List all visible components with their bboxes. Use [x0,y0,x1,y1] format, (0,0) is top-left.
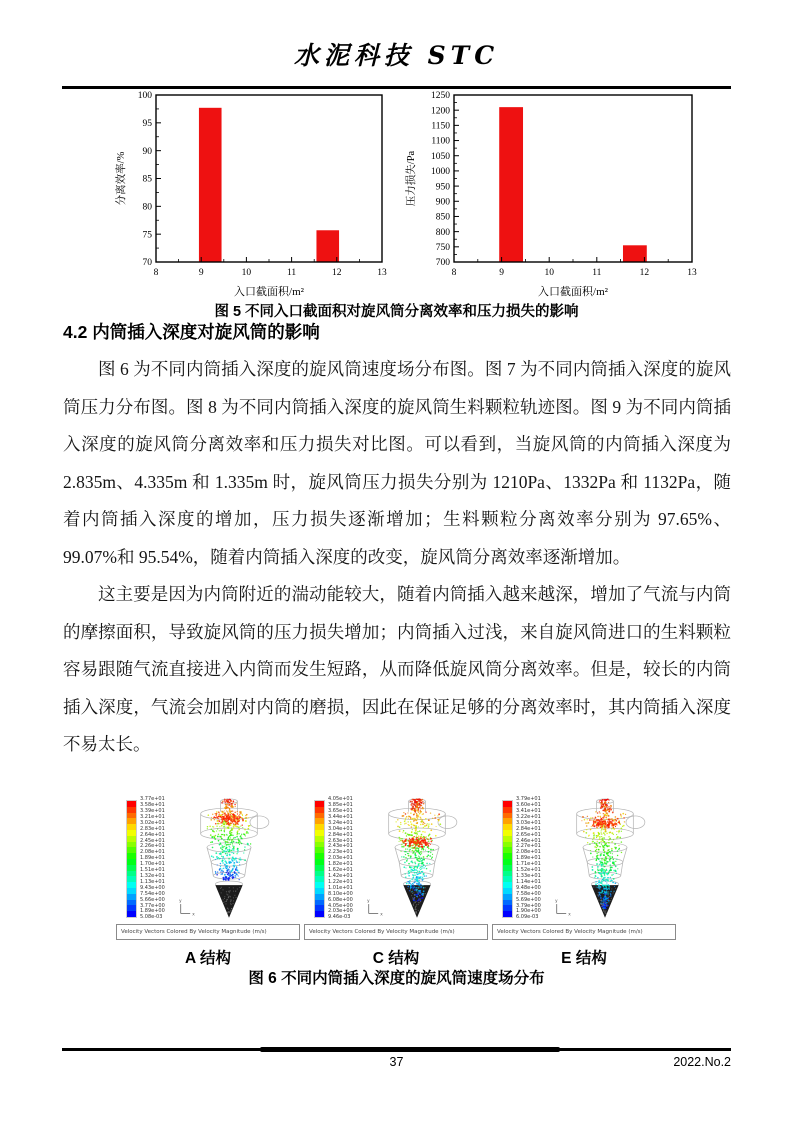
colorbar-tick-label: 3.22e+01 [516,813,541,820]
svg-text:950: 950 [435,182,450,193]
colorbar-tick-label: 3.79e+01 [516,796,541,803]
svg-text:12: 12 [332,268,342,278]
svg-text:100: 100 [137,91,152,102]
svg-text:80: 80 [142,202,152,213]
structure-label-c: C 结构 [372,950,420,967]
cfd-panel-c [302,794,490,946]
journal-title: 水泥科技 STC [293,41,500,70]
svg-text:10: 10 [241,268,252,278]
svg-text:入口截面积/m²: 入口截面积/m² [234,286,304,298]
colorbar-tick-label: 2.27e+01 [516,843,541,850]
body-text [63,351,731,764]
colorbar-tick-label: 3.03e+01 [516,819,541,826]
colorbar-tick-label: 9.43e+00 [140,884,165,891]
cfd-panel-a [114,794,302,946]
colorbar-tick-label: 1.62e+01 [328,867,353,874]
cfd-legend-title: Velocity Vectors Colored By Velocity Magnitude (m/s) [116,924,300,940]
colorbar-tick-label: 3.77e+01 [140,796,165,803]
colorbar-tick-label: 1.32e+01 [140,872,165,879]
colorbar-tick-label: 2.08e+01 [140,849,165,856]
page-number: 37 [389,1055,404,1069]
colorbar-tick-label: 3.85e+01 [328,802,353,809]
footer-rule [260,1047,560,1052]
svg-text:x: x [192,911,195,917]
colorbar-tick-label: 3.02e+01 [140,819,165,826]
colorbar [126,800,137,918]
svg-text:1000: 1000 [431,167,450,178]
svg-text:12: 12 [639,268,650,278]
cyclone-velocity-field-e [542,796,668,924]
figure6-caption: 图 6 不同内筒插入深度的旋风筒速度场分布 [248,970,545,987]
colorbar-tick-label: 2.46e+01 [516,837,541,844]
colorbar-tick-label: 1.14e+01 [516,878,541,885]
colorbar-tick-label: 2.26e+01 [140,843,165,850]
svg-text:y: y [367,897,370,903]
svg-text:95: 95 [142,119,152,130]
colorbar-tick-label: 1.89e+00 [140,908,165,915]
colorbar-tick-label: 1.89e+01 [516,855,541,862]
colorbar-tick-label: 5.08e-03 [140,914,163,921]
colorbar-tick-label: 5.69e+00 [516,896,541,903]
svg-text:压力损失/Pa: 压力损失/Pa [406,150,417,207]
cfd-legend-title: Velocity Vectors Colored By Velocity Magnitude (m/s) [492,924,676,940]
svg-text:750: 750 [435,243,450,254]
colorbar-tick-label: 2.45e+01 [140,837,165,844]
svg-text:850: 850 [435,212,450,223]
colorbar-tick-label: 1.13e+01 [140,878,165,885]
colorbar-tick-label: 4.05e+00 [328,902,353,909]
colorbar-tick-label: 1.89e+01 [140,855,165,862]
svg-text:入口截面积/m²: 入口截面积/m² [538,286,608,298]
svg-text:11: 11 [287,268,297,278]
paragraph-1: 图 6 为不同内筒插入深度的旋风筒速度场分布图。图 7 为不同内筒插入深度的旋风筒压力分布图。图 8 为不同内筒插入深度的旋风筒生料颗粒轨迹图。图 9 为不同内筒插入深度的旋风筒分离效率和压力损失对比图。可以看到，当旋风筒的内筒插入深度为 2.835m、4.335m 和 1.335m 时，旋风筒压力损失分别为 1210Pa、1332Pa 和 1132Pa，随着内筒插入深度的增加，压力损失逐渐增加；生料颗粒分离效率分别为 97.65%、99.07%和 95.54%，随着内筒插入深度的改变，旋风筒分离效率逐渐增加。 [63,359,731,567]
colorbar-tick-label: 1.01e+01 [328,884,353,891]
cyclone-velocity-field-a [166,796,292,924]
colorbar-tick-label: 2.83e+01 [140,825,165,832]
chart-pressure-loss [402,88,702,311]
colorbar-tick-label: 1.82e+01 [328,861,353,868]
svg-text:70: 70 [142,258,152,269]
colorbar-tick-label: 1.90e+00 [516,908,541,915]
figure5-caption: 图 5 不同入口截面积对旋风筒分离效率和压力损失的影响 [214,304,579,320]
colorbar-tick-label: 1.22e+01 [328,878,353,885]
cfd-legend-title: Velocity Vectors Colored By Velocity Magnitude (m/s) [304,924,488,940]
paragraph-2: 这主要是因为内筒附近的湍动能较大，随着内筒插入越来越深，增加了气流与内筒的摩擦面积，导致旋风筒的压力损失增加；内筒插入过浅，来自旋风筒进口的生料颗粒容易跟随气流直接进入内筒而发生短路，从而降低旋风筒分离效率。但是，较长的内筒插入深度，气流会加剧对内筒的磨损，因此在保证足够的分离效率时，其内筒插入深度不易太长。 [63,584,731,754]
svg-text:1250: 1250 [431,91,450,102]
svg-text:8: 8 [451,268,457,278]
svg-text:13: 13 [377,268,387,278]
svg-text:13: 13 [687,268,697,278]
colorbar-tick-label: 2.84e+01 [328,831,353,838]
svg-text:700: 700 [435,258,450,269]
colorbar-tick-label: 2.65e+01 [516,831,541,838]
colorbar-tick-label: 9.48e+00 [516,884,541,891]
svg-text:y: y [179,897,182,903]
issue-label: 2022.No.2 [673,1055,731,1069]
svg-text:9: 9 [499,268,504,278]
svg-text:1200: 1200 [431,106,450,117]
colorbar [314,800,325,918]
colorbar-tick-label: 6.08e+00 [328,896,353,903]
colorbar-tick-label: 3.21e+01 [140,813,165,820]
chart-separation-efficiency [112,88,392,311]
colorbar-tick-label: 6.09e-03 [516,914,539,921]
colorbar-tick-label: 3.79e+00 [516,902,541,909]
colorbar-tick-label: 2.08e+01 [516,849,541,856]
colorbar-tick-label: 7.54e+00 [140,890,165,897]
svg-text:1150: 1150 [431,121,450,132]
structure-label-a: A 结构 [185,950,231,967]
colorbar-tick-label: 2.03e+00 [328,908,353,915]
svg-text:1050: 1050 [431,151,450,162]
colorbar-tick-label: 1.33e+01 [516,872,541,879]
cyclone-velocity-field-c [354,796,480,924]
structure-label-e: E 结构 [561,950,607,967]
colorbar-tick-label: 2.03e+01 [328,855,353,862]
colorbar-segment [503,911,512,917]
colorbar-segment [127,911,136,917]
section-heading: 4.2 内筒插入深度对旋风筒的影响 [63,322,320,342]
colorbar-tick-label: 1.42e+01 [328,872,353,879]
colorbar-tick-label: 3.60e+01 [516,802,541,809]
svg-text:11: 11 [592,268,602,278]
colorbar-tick-label: 1.51e+01 [140,867,165,874]
colorbar-tick-label: 3.24e+01 [328,819,353,826]
svg-text:y: y [555,897,558,903]
svg-text:800: 800 [435,227,450,238]
svg-text:x: x [380,911,383,917]
svg-text:75: 75 [142,230,152,241]
colorbar-tick-label: 2.43e+01 [328,843,353,850]
colorbar-tick-label: 5.66e+00 [140,896,165,903]
colorbar-tick-label: 2.23e+01 [328,849,353,856]
colorbar-tick-label: 3.65e+01 [328,808,353,814]
colorbar-tick-label: 2.84e+01 [516,825,541,832]
colorbar-tick-label: 2.63e+01 [328,837,353,844]
svg-text:x: x [568,911,571,917]
colorbar-tick-label: 3.44e+01 [328,813,353,820]
cfd-panel-e [490,794,678,946]
colorbar [502,800,513,918]
svg-text:900: 900 [435,197,450,208]
colorbar-segment [315,911,324,917]
colorbar-tick-label: 3.41e+01 [516,808,541,814]
svg-text:85: 85 [142,174,152,185]
colorbar-tick-label: 1.71e+01 [516,861,541,868]
colorbar-tick-label: 2.64e+01 [140,831,165,838]
figure5-charts [112,88,702,311]
colorbar-tick-label: 9.46e-03 [328,914,351,921]
svg-text:10: 10 [544,268,554,278]
colorbar-tick-label: 3.04e+01 [328,825,353,832]
colorbar-tick-label: 1.70e+01 [140,861,165,868]
svg-text:分离效率/%: 分离效率/% [116,151,127,206]
colorbar-tick-label: 8.10e+00 [328,890,353,897]
colorbar-tick-label: 3.39e+01 [140,808,165,814]
svg-text:8: 8 [153,268,159,278]
colorbar-tick-label: 4.05e+01 [328,796,353,803]
svg-text:90: 90 [142,146,152,157]
colorbar-tick-label: 1.52e+01 [516,867,541,874]
svg-text:1100: 1100 [431,136,450,147]
colorbar-tick-label: 7.58e+00 [516,890,541,897]
svg-text:9: 9 [198,268,204,278]
colorbar-tick-label: 3.58e+01 [140,802,165,809]
colorbar-tick-label: 3.77e+00 [140,902,165,909]
